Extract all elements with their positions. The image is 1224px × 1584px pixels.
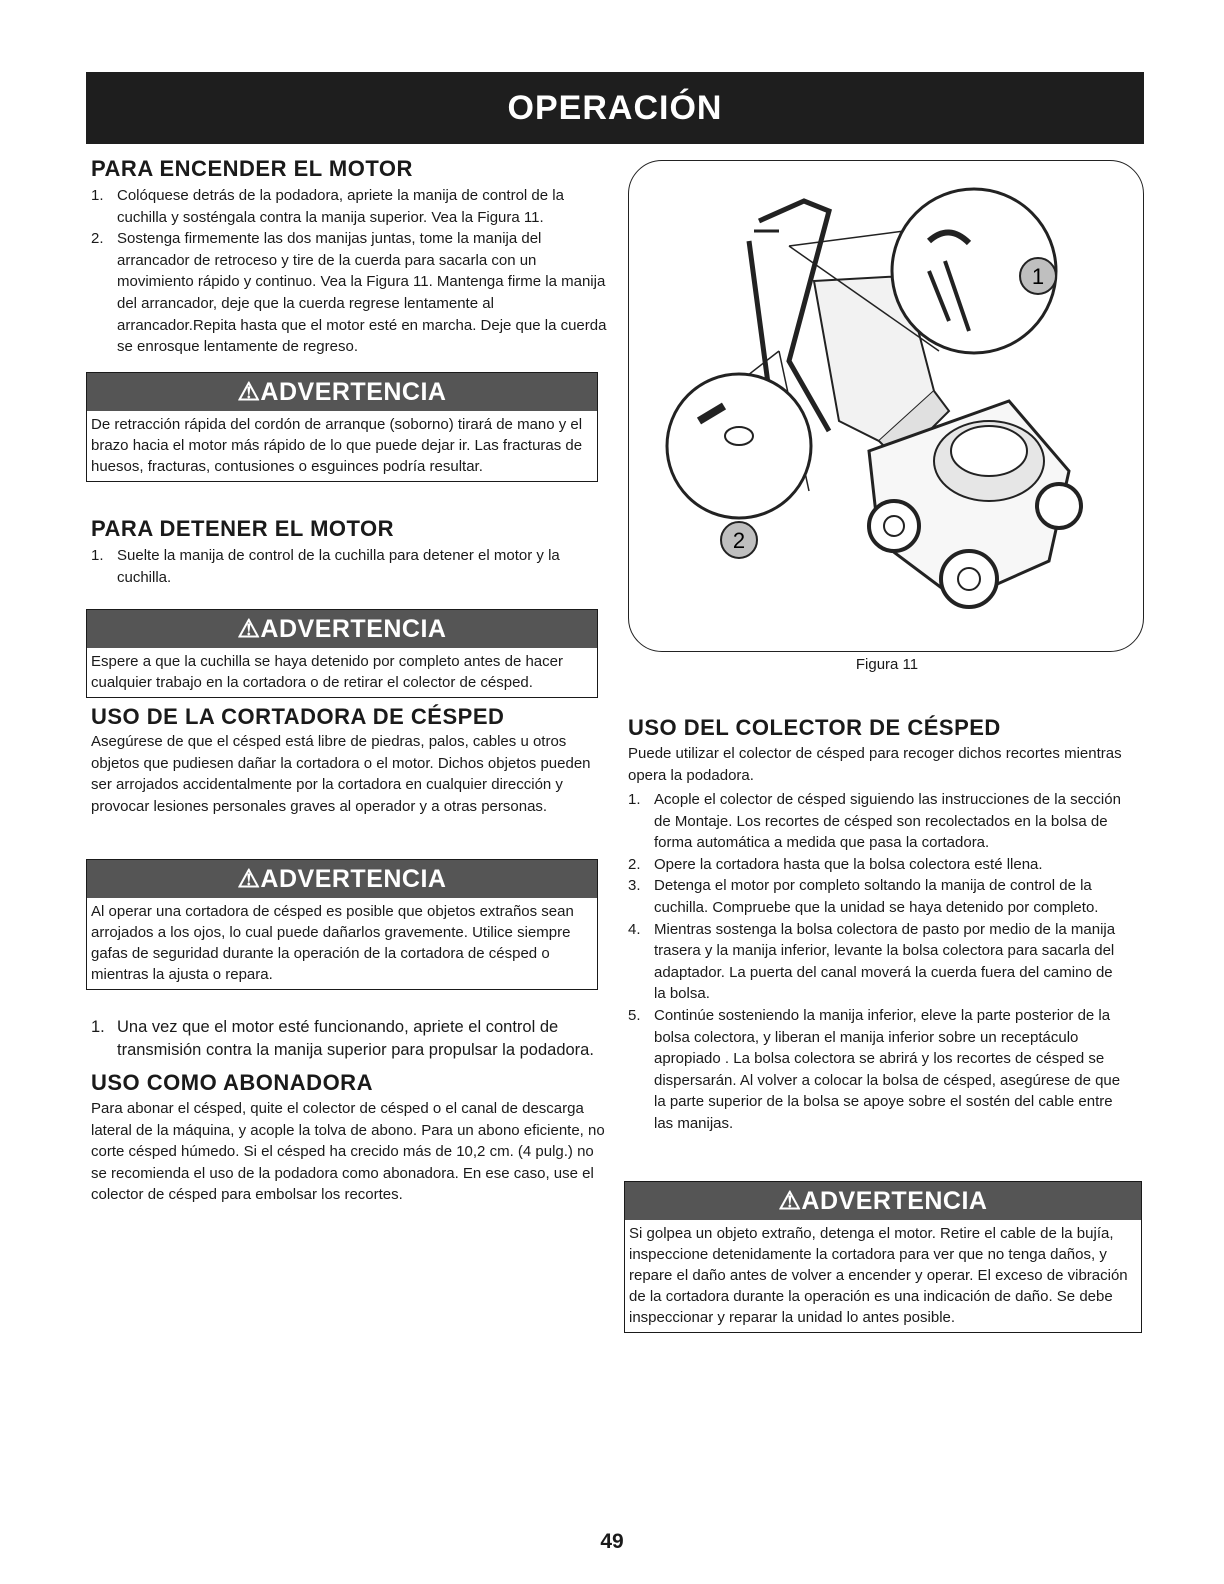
warning-triangle-icon: ⚠ xyxy=(778,1187,802,1215)
grass-catcher-intro: Puede utilizar el colector de césped para recoger dichos recortes mientras opera la podadora. xyxy=(628,745,1122,784)
section-title-using-mower: USO DE LA CORTADORA DE CÉSPED xyxy=(91,704,505,729)
callout-2-label: 2 xyxy=(732,528,746,553)
mulching-text: Para abonar el césped, quite el colector de césped o el canal de descarga lateral de la máquina, y acople la tolva de abono. Para un abono eficiente, no corte césped húmedo. Si el césped ha crecido más de 10,2 cm. (4 pulg.) no se recomienda el uso de la podadora como abonadora. En ese caso, use el colector de césped para embolsar los recortes. xyxy=(91,1100,605,1204)
warning-triangle-icon: ⚠ xyxy=(237,378,261,406)
section-banner xyxy=(86,72,1144,144)
stop-engine-steps xyxy=(91,545,607,588)
warning-header: ⚠ADVERTENCIA xyxy=(87,610,597,648)
section-title-grass-catcher: USO DEL COLECTOR DE CÉSPED xyxy=(628,715,1001,740)
list-item: 2. Sostenga firmemente las dos manijas juntas, tome la manija del arrancador de retroceso y tire de la cuerda para sacarla con un movimiento rápido y continuo. Vea la Figura 11. Mantenga firme la manija del arrancador, deje que la cuerda regrese lentamente al arrancador.Repita hasta que el motor esté en marcha. Deje que la cuerda se enrosque lentamente de regreso. xyxy=(91,230,607,356)
figure-caption: Figura 11 xyxy=(855,656,919,673)
warning-box-foreign-object xyxy=(624,1181,1142,1333)
page-number: 49 xyxy=(600,1530,624,1553)
list-item: 4. Mientras sostenga la bolsa colectora de pasto por medio de la manija trasera y la manija inferior, levante la bolsa colectora para sacarla del adaptador. La puerta del canal moverá la cuerda fuera del camino de la bolsa. xyxy=(628,920,1116,1003)
list-item: 3. Detenga el motor por completo soltando la manija de control de la cuchilla. Compruebe que la unidad se haya detenido por completo. xyxy=(628,877,1099,916)
warning-text: De retracción rápida del cordón de arranque (soborno) tirará de mano y el brazo hacia el motor más rápido de lo que puede dejar ir. Las fracturas de huesos, fracturas, contusiones o esguinces podría resultar. xyxy=(91,416,583,475)
page-title: OPERACIÓN xyxy=(507,88,723,127)
warning-triangle-icon: ⚠ xyxy=(237,865,261,893)
warning-text: Espere a que la cuchilla se haya detenido por completo antes de hacer cualquier trabajo en la cortadora o de retirar el colector de césped. xyxy=(91,653,563,691)
list-item: 5. Continúe sosteniendo la manija inferior, eleve la parte posterior de la bolsa colectora, y liberan el manija inferior sobre un receptáculo apropiado . La bolsa colectora se abrirá y los recortes de césped se dispersarán. Al volver a colocar la bolsa de césped, asegúrese de que la parte superior de la bolsa se apoye sobre el sostén del cable entre las manijas. xyxy=(628,1006,1121,1132)
warning-box-start xyxy=(86,372,598,482)
warning-text: Al operar una cortadora de césped es posible que objetos extraños sean arrojados a los ojos, lo cual puede dañarlos gravemente. Utilice siempre gafas de seguridad durante la operación de la cortadora de césped o mientras la ajusta o repara. xyxy=(91,903,574,983)
warning-header: ⚠ADVERTENCIA xyxy=(625,1182,1141,1220)
warning-text: Si golpea un objeto extraño, detenga el motor. Retire el cable de la bujía, inspeccione detenidamente la cortadora para ver que no tenga daños, y repare el daño antes de volver a encender y operar. El exceso de vibración de la cortadora durante la operación es una indicación de daño. Se debe inspeccionar y reparar la unidad lo antes posible. xyxy=(629,1225,1128,1326)
callout-1-label: 1 xyxy=(1031,264,1045,289)
list-item: 2. Opere la cortadora hasta que la bolsa colectora esté llena. xyxy=(628,855,1043,873)
warning-triangle-icon: ⚠ xyxy=(237,615,261,643)
list-item: 1. Una vez que el motor esté funcionando, apriete el control de transmisión contra la manija superior para propulsar la podadora. xyxy=(91,1018,594,1059)
list-item: 1. Suelte la manija de control de la cuchilla para detener el motor y la cuchilla. xyxy=(91,547,560,586)
using-mower-intro: Asegúrese de que el césped está libre de piedras, palos, cables u otros objetos que pudiesen dañar la cortadora o el motor. Dichos objetos pueden ser arrojados accidentalmente por la cortadora en cualquier dirección y provocar lesiones personales graves al operador y a otras personas. xyxy=(91,733,591,815)
list-item: 1. Acople el colector de césped siguiendo las instrucciones de la sección de Montaje. Los recortes de césped son recolectados en la bolsa de forma automática a medida que pasa la cortadora. xyxy=(628,791,1121,852)
warning-box-eyes xyxy=(86,859,598,990)
lawnmower-illustration xyxy=(629,161,1143,651)
section-title-stop-engine: PARA DETENER EL MOTOR xyxy=(91,516,395,541)
grass-catcher-steps xyxy=(628,789,1128,1135)
warning-box-stop xyxy=(86,609,598,698)
warning-header: ⚠ADVERTENCIA xyxy=(87,373,597,411)
section-title-start-engine: PARA ENCENDER EL MOTOR xyxy=(91,156,413,181)
start-engine-steps xyxy=(91,185,607,358)
warning-header: ⚠ADVERTENCIA xyxy=(87,860,597,898)
using-mower-steps xyxy=(91,1016,607,1062)
figure-11 xyxy=(628,160,1144,652)
list-item: 1. Colóquese detrás de la podadora, apriete la manija de control de la cuchilla y sosténgala contra la manija superior. Vea la Figura 11. xyxy=(91,187,564,226)
section-title-mulching: USO COMO ABONADORA xyxy=(91,1070,373,1095)
